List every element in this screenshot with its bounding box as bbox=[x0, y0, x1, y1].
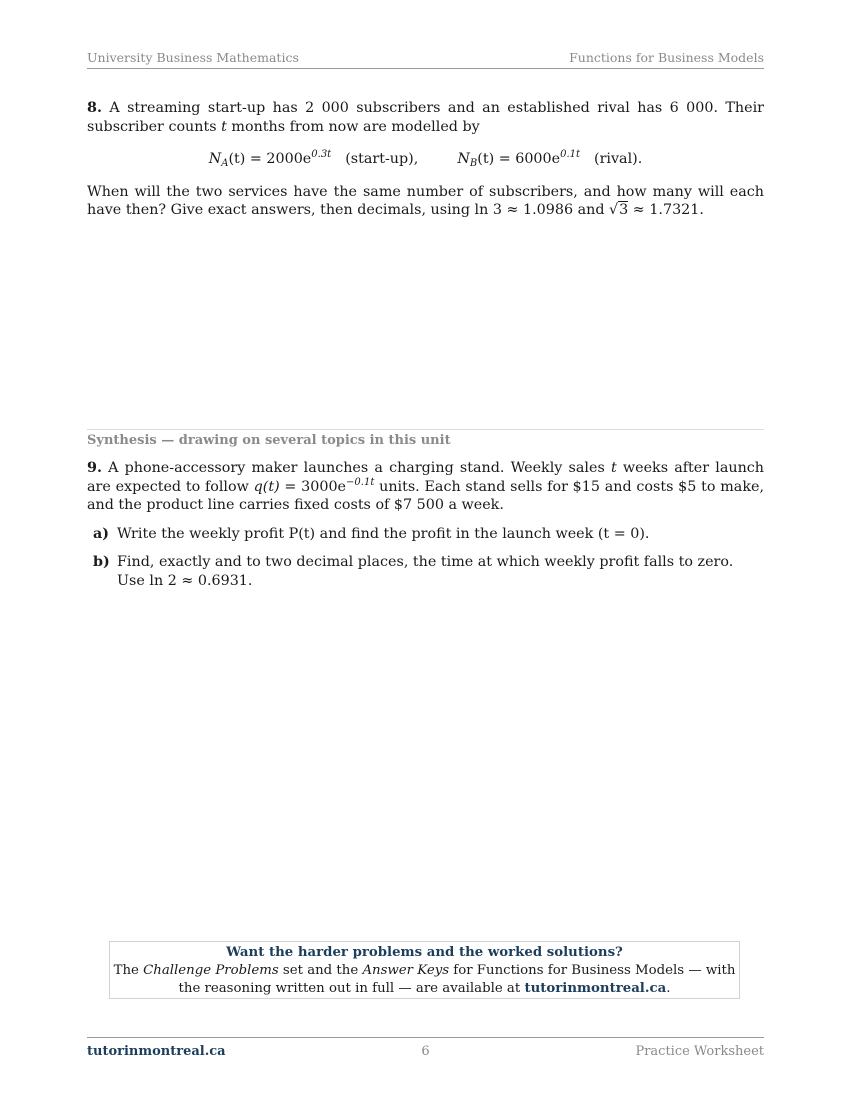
problem-9-intro: 9. A phone-accessory maker launches a charging stand. Weekly sales t weeks after launch are expected to follow $q(t) = 3000e^{-0.1t}$ units. Each stand sells for $15 and costs $5 to make, and the product line carries fixed costs of $7 500 a week. bbox=[87, 460, 764, 513]
part-label: a) bbox=[93, 525, 110, 542]
footer-site-link[interactable]: tutorinmontreal.ca bbox=[87, 1044, 226, 1059]
synthesis-heading: Synthesis — drawing on several topics in this unit bbox=[87, 433, 451, 448]
running-header bbox=[87, 50, 764, 69]
part-text: Write the weekly profit P(t) and find the profit in the launch week (t = 0). bbox=[117, 525, 650, 542]
footer-doc-type: Practice Worksheet bbox=[635, 1044, 764, 1059]
header-chapter-title: Functions for Business Models bbox=[569, 50, 764, 65]
promo-text: The Challenge Problems set and the Answer Keys for Functions for Business Models — with the reasoning written out in full — are available at tutorinmontreal.ca. bbox=[113, 963, 736, 996]
problem-8-intro bbox=[87, 99, 764, 136]
promo-title: Want the harder problems and the worked solutions? bbox=[226, 945, 623, 960]
problem-9 bbox=[87, 459, 764, 590]
problem-number: 9. bbox=[87, 460, 102, 476]
equation-note: (start-up), bbox=[345, 151, 419, 167]
part-b bbox=[87, 553, 764, 590]
problem-8-question: When will the two services have the same number of subscribers, and how many will each have then? Give exact answers, then decimals, using ln 3 ≈ 1.0986 and √3 ≈ 1.7321. bbox=[87, 183, 764, 218]
math-var: t bbox=[221, 118, 227, 135]
promo-box bbox=[109, 941, 740, 999]
problem-8 bbox=[87, 99, 764, 220]
running-footer bbox=[87, 1037, 764, 1062]
problem-8-text: A streaming start-up has 2 000 subscribers and an established rival has 6 000. Their subscriber counts bbox=[87, 100, 764, 135]
section-divider bbox=[87, 429, 764, 430]
page-number: 6 bbox=[421, 1044, 430, 1059]
equation-rival: $N_B(t) = 6000e^{0.1t}$ bbox=[457, 149, 580, 169]
part-a bbox=[87, 525, 764, 544]
header-course-title: University Business Mathematics bbox=[87, 50, 299, 65]
equation-startup: $N_A(t) = 2000e^{0.3t}$ bbox=[208, 149, 332, 169]
problem-8-text-cont: months from now are modelled by bbox=[226, 118, 480, 135]
part-label: b) bbox=[93, 554, 110, 570]
problem-number: 8. bbox=[87, 100, 102, 116]
equation-note: (rival). bbox=[594, 151, 643, 167]
model-equations bbox=[87, 150, 764, 169]
promo-link[interactable]: tutorinmontreal.ca bbox=[524, 981, 667, 996]
part-text: Find, exactly and to two decimal places, the time at which weekly profit falls to zero. Use ln 2 ≈ 0.6931. bbox=[117, 554, 734, 589]
